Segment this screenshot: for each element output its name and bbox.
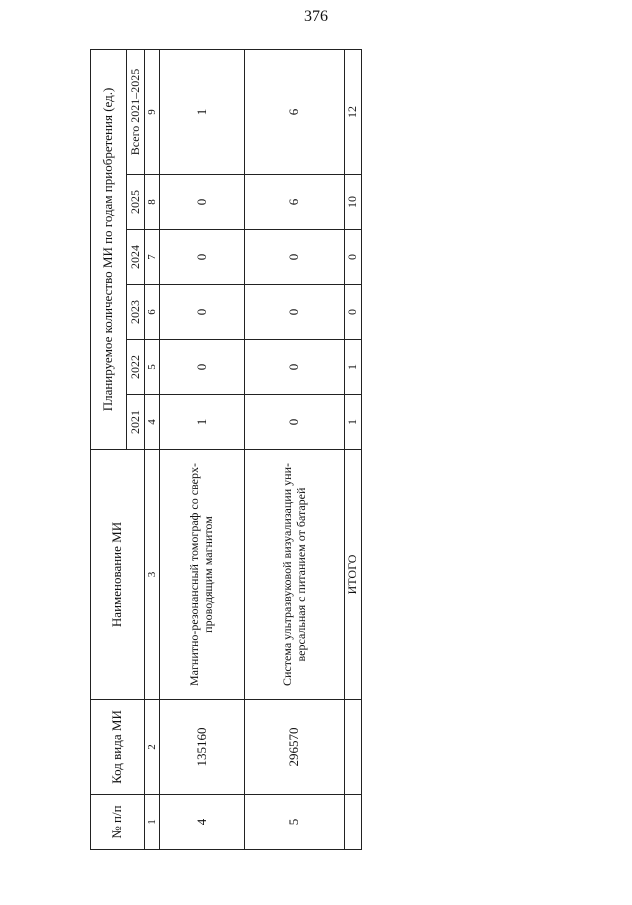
column-number: 2 <box>145 700 160 795</box>
column-number: 1 <box>145 795 160 850</box>
total-row <box>345 49 362 849</box>
table-row <box>160 49 245 849</box>
row-value-2023: 0 <box>245 285 345 340</box>
total-value-2022: 1 <box>345 340 362 395</box>
row-name: Система ультразвуковой визуализации уни-версальная с питанием от батарей <box>245 450 345 700</box>
row-code: 135160 <box>160 700 245 795</box>
row-value-2025: 0 <box>160 175 245 230</box>
header-year-2025: 2025 <box>127 175 145 230</box>
header-row-1 <box>91 49 127 849</box>
row-name: Магнитно-резонансный томограф со сверх-проводящим магнитом <box>160 450 245 700</box>
row-num: 5 <box>245 795 345 850</box>
column-number: 5 <box>145 340 160 395</box>
equipment-table <box>90 49 362 850</box>
column-number: 8 <box>145 175 160 230</box>
column-number: 4 <box>145 395 160 450</box>
column-number-row <box>145 49 160 849</box>
header-num: № п/п <box>91 795 145 850</box>
row-value-2024: 0 <box>160 230 245 285</box>
row-value-2022: 0 <box>245 340 345 395</box>
row-value-2021: 0 <box>245 395 345 450</box>
column-number: 6 <box>145 285 160 340</box>
column-number: 7 <box>145 230 160 285</box>
row-value-2023: 0 <box>160 285 245 340</box>
rotated-table-container <box>90 50 360 850</box>
row-value-total: 6 <box>245 49 345 174</box>
header-name: Наименование МИ <box>91 450 145 700</box>
row-value-2021: 1 <box>160 395 245 450</box>
header-year-2021: 2021 <box>127 395 145 450</box>
total-value-2023: 0 <box>345 285 362 340</box>
column-number: 3 <box>145 450 160 700</box>
total-value-2025: 10 <box>345 175 362 230</box>
row-value-2024: 0 <box>245 230 345 285</box>
header-year-2023: 2023 <box>127 285 145 340</box>
row-value-2025: 6 <box>245 175 345 230</box>
header-year-2022: 2022 <box>127 340 145 395</box>
total-empty-cell <box>345 700 362 795</box>
total-empty-cell <box>345 795 362 850</box>
page-number: 376 <box>304 8 328 25</box>
total-value-2024: 0 <box>345 230 362 285</box>
total-label: ИТОГО <box>345 450 362 700</box>
row-num: 4 <box>160 795 245 850</box>
column-number: 9 <box>145 49 160 174</box>
row-code: 296570 <box>245 700 345 795</box>
header-code: Код вида МИ <box>91 700 145 795</box>
total-value-2021: 1 <box>345 395 362 450</box>
header-year-2024: 2024 <box>127 230 145 285</box>
total-value-all: 12 <box>345 49 362 174</box>
table-row <box>245 49 345 849</box>
header-planned: Планируемое количество МИ по годам приобретения (ед.) <box>91 49 127 449</box>
row-value-total: 1 <box>160 49 245 174</box>
header-total-years: Всего 2021–2025 <box>127 49 145 174</box>
row-value-2022: 0 <box>160 340 245 395</box>
